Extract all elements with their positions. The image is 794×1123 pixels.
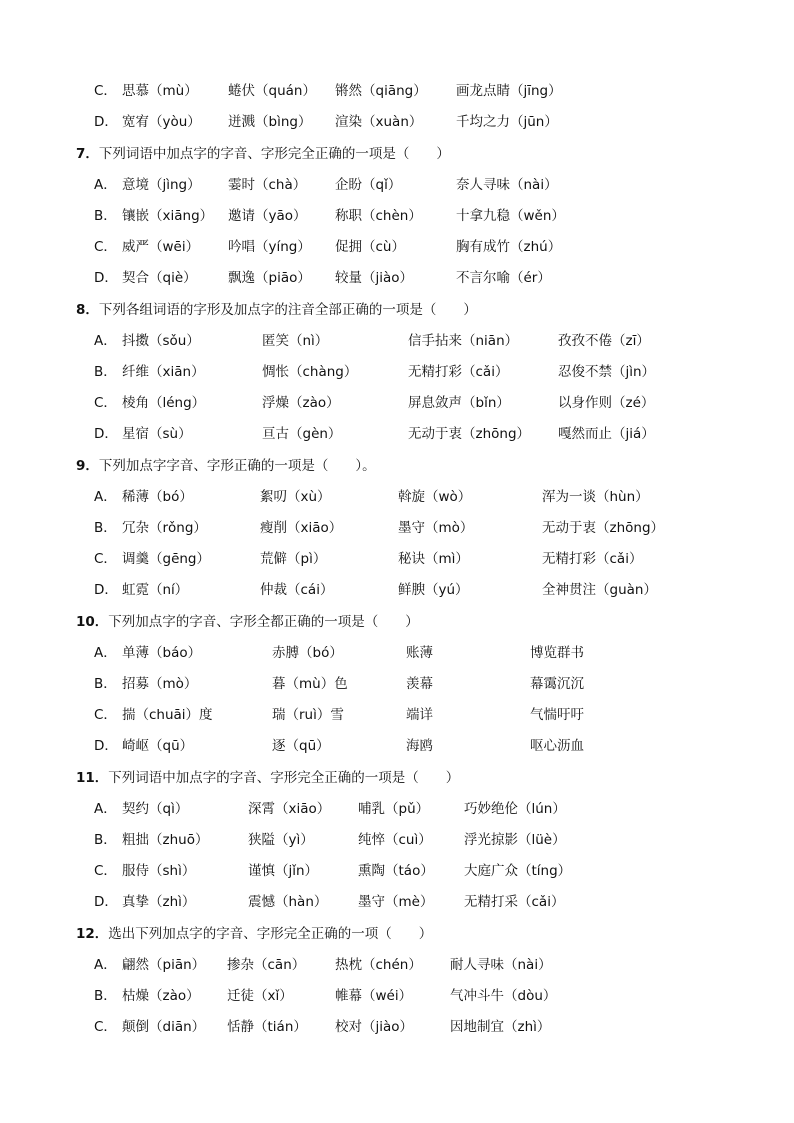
option-term: 全神贯注（guàn） [542, 582, 657, 598]
question-number: 12． [76, 926, 109, 942]
answer-option [0, 174, 794, 196]
question-stem [76, 143, 794, 165]
option-term: 絮叨（xù） [260, 489, 331, 505]
option-term: 账薄 [406, 645, 433, 661]
option-term: 契合（qiè） [122, 270, 197, 286]
question-number: 10． [76, 614, 109, 630]
answer-option [0, 392, 794, 414]
option-term: 真挚（zhì） [122, 894, 196, 910]
option-term: 震憾（hàn） [248, 894, 328, 910]
question-number: 8． [76, 302, 99, 318]
option-term: 浮燥（zào） [262, 395, 340, 411]
option-term: 威严（wēi） [122, 239, 200, 255]
question-text: 选出下列加点字的字音、字形完全正确的一项（ ） [108, 926, 433, 942]
option-term: 以身作则（zé） [558, 395, 655, 411]
option-label: B． [94, 676, 117, 692]
option-label: D． [94, 582, 118, 598]
option-term: 哺乳（pǔ） [358, 801, 430, 817]
option-label: C． [94, 239, 117, 255]
option-term: 邀请（yāo） [228, 208, 307, 224]
option-term: 狭隘（yì） [248, 832, 314, 848]
option-term: 奈人寻味（nài） [456, 177, 558, 193]
option-term: 暮（mù）色 [272, 676, 348, 692]
answer-option [0, 579, 794, 601]
option-label: A． [94, 801, 117, 817]
option-label: D． [94, 738, 118, 754]
question-text: 下列词语中加点字的字音、字形完全正确的一项是（ ） [98, 146, 450, 162]
answer-option [0, 642, 794, 664]
answer-option [0, 798, 794, 820]
option-term: 思慕（mù） [122, 83, 198, 99]
answer-option [0, 1016, 794, 1038]
option-term: 迸溅（bìng） [228, 114, 312, 130]
option-term: 博览群书 [530, 645, 584, 661]
question-stem [76, 923, 794, 945]
option-label: D． [94, 894, 118, 910]
option-term: 服侍（shì） [122, 863, 196, 879]
option-term: 赤膊（bó） [272, 645, 343, 661]
option-term: 抖擞（sǒu） [122, 333, 200, 349]
option-term: 恬静（tián） [227, 1019, 307, 1035]
option-term: 无动于衷（zhōng） [542, 520, 665, 536]
option-label: C． [94, 395, 117, 411]
question-stem [76, 299, 794, 321]
option-term: 信手拈来（niān） [408, 333, 519, 349]
option-term: 意境（jìng） [122, 177, 201, 193]
option-term: 较量（jiào） [335, 270, 414, 286]
option-term: 宽宥（yòu） [122, 114, 201, 130]
option-term: 翩然（piān） [122, 957, 206, 973]
option-term: 耐人寻味（nài） [450, 957, 552, 973]
answer-option [0, 735, 794, 757]
question-number: 7． [76, 146, 99, 162]
option-label: D． [94, 426, 118, 442]
option-term: 千均之力（jūn） [456, 114, 558, 130]
answer-option [0, 954, 794, 976]
option-term: 画龙点睛（jīng） [456, 83, 562, 99]
option-term: 无精打采（cǎi） [464, 894, 565, 910]
option-term: 颠倒（diān） [122, 1019, 206, 1035]
option-label: D． [94, 114, 118, 130]
option-term: 冗杂（rǒng） [122, 520, 207, 536]
option-term: 墨守（mò） [398, 520, 474, 536]
option-term: 掺杂（cān） [227, 957, 306, 973]
option-term: 帷幕（wéi） [335, 988, 413, 1004]
option-label: A． [94, 489, 117, 505]
option-label: C． [94, 83, 117, 99]
option-label: A． [94, 957, 117, 973]
answer-option [0, 673, 794, 695]
option-term: 匿笑（nì） [262, 333, 329, 349]
option-term: 熏陶（táo） [358, 863, 434, 879]
answer-option [0, 205, 794, 227]
option-term: 蜷伏（quán） [228, 83, 316, 99]
question-number: 11． [76, 770, 109, 786]
answer-option [0, 361, 794, 383]
option-term: 呕心沥血 [530, 738, 584, 754]
option-term: 秘诀（mì） [398, 551, 469, 567]
option-term: 无精打彩（cǎi） [542, 551, 643, 567]
option-term: 瑞（ruì）雪 [272, 707, 344, 723]
answer-option [0, 860, 794, 882]
option-term: 契约（qì） [122, 801, 189, 817]
option-term: 深霄（xiāo） [248, 801, 331, 817]
option-label: C． [94, 863, 117, 879]
option-term: 热枕（chén） [335, 957, 422, 973]
question-text: 下列各组词语的字形及加点字的注音全部正确的一项是（ ） [98, 302, 477, 318]
option-term: 端详 [406, 707, 433, 723]
option-term: 气惴吁吁 [530, 707, 584, 723]
option-term: 无精打彩（cǎi） [408, 364, 509, 380]
option-term: 海鸥 [406, 738, 433, 754]
option-term: 羡幕 [406, 676, 433, 692]
answer-option [0, 330, 794, 352]
question-text: 下列加点字的字音、字形全都正确的一项是（ ） [108, 614, 419, 630]
option-term: 屏息敛声（bǐn） [408, 395, 510, 411]
option-term: 墨守（mè） [358, 894, 434, 910]
option-term: 称职（chèn） [335, 208, 422, 224]
option-term: 镶嵌（xiāng） [122, 208, 214, 224]
answer-option [0, 80, 794, 102]
answer-option [0, 267, 794, 289]
option-label: B． [94, 988, 117, 1004]
option-term: 无动于衷（zhōng） [408, 426, 531, 442]
option-label: A． [94, 645, 117, 661]
option-term: 飘逸（piāo） [228, 270, 311, 286]
option-term: 鲜腴（yú） [398, 582, 469, 598]
option-term: 稀薄（bó） [122, 489, 193, 505]
option-term: 单薄（báo） [122, 645, 202, 661]
option-term: 吟唱（yíng） [228, 239, 311, 255]
option-term: 逐（qū） [272, 738, 330, 754]
option-term: 气冲斗牛（dòu） [450, 988, 557, 1004]
option-term: 大庭广众（tíng） [464, 863, 572, 879]
option-term: 崎岖（qū） [122, 738, 194, 754]
answer-option [0, 704, 794, 726]
question-stem [76, 611, 794, 633]
option-term: 粗拙（zhuō） [122, 832, 209, 848]
option-term: 忍俊不禁（jìn） [558, 364, 656, 380]
option-term: 荒僻（pì） [260, 551, 327, 567]
question-number: 9． [76, 458, 99, 474]
answer-option [0, 111, 794, 133]
option-term: 胸有成竹（zhú） [456, 239, 562, 255]
option-term: 霎时（chà） [228, 177, 307, 193]
option-label: A． [94, 333, 117, 349]
option-label: A． [94, 177, 117, 193]
option-term: 亘古（gèn） [262, 426, 342, 442]
option-term: 锵然（qiāng） [335, 83, 427, 99]
option-term: 星宿（sù） [122, 426, 192, 442]
option-label: B． [94, 208, 117, 224]
option-term: 迁徒（xǐ） [227, 988, 293, 1004]
option-term: 促拥（cù） [335, 239, 405, 255]
answer-option [0, 548, 794, 570]
option-term: 瘦削（xiāo） [260, 520, 343, 536]
question-stem [76, 767, 794, 789]
option-term: 招募（mò） [122, 676, 198, 692]
option-term: 仲裁（cái） [260, 582, 334, 598]
option-term: 谨慎（jǐn） [248, 863, 319, 879]
option-term: 不言尔喻（ér） [456, 270, 551, 286]
answer-option [0, 517, 794, 539]
answer-option [0, 891, 794, 913]
option-term: 因地制宜（zhì） [450, 1019, 551, 1035]
question-text: 下列词语中加点字的字音、字形完全正确的一项是（ ） [108, 770, 460, 786]
option-term: 十拿九稳（wěn） [456, 208, 565, 224]
option-term: 浑为一谈（hùn） [542, 489, 649, 505]
option-term: 枯燥（zào） [122, 988, 200, 1004]
option-term: 嘎然而止（jiá） [558, 426, 655, 442]
option-term: 渲染（xuàn） [335, 114, 423, 130]
option-term: 虹霓（ní） [122, 582, 189, 598]
answer-option [0, 829, 794, 851]
option-label: B． [94, 520, 117, 536]
option-term: 孜孜不倦（zī） [558, 333, 650, 349]
option-label: D． [94, 270, 118, 286]
answer-option [0, 985, 794, 1007]
option-term: 企盼（qǐ） [335, 177, 402, 193]
option-label: C． [94, 551, 117, 567]
question-stem [76, 455, 794, 477]
option-label: B． [94, 364, 117, 380]
option-label: B． [94, 832, 117, 848]
question-text: 下列加点字字音、字形正确的一项是（ ）。 [98, 458, 376, 474]
option-term: 纯悴（cuì） [358, 832, 432, 848]
answer-option [0, 423, 794, 445]
option-label: C． [94, 1019, 117, 1035]
option-term: 纤维（xiān） [122, 364, 205, 380]
option-term: 浮光掠影（lüè） [464, 832, 566, 848]
answer-option [0, 486, 794, 508]
option-term: 揣（chuāi）度 [122, 707, 213, 723]
option-term: 巧妙绝伦（lún） [464, 801, 566, 817]
answer-option [0, 236, 794, 258]
option-term: 幕霭沉沉 [530, 676, 584, 692]
option-term: 调羹（gēng） [122, 551, 211, 567]
option-term: 棱角（léng） [122, 395, 206, 411]
option-term: 斡旋（wò） [398, 489, 472, 505]
option-term: 校对（jiào） [335, 1019, 414, 1035]
option-term: 惆怅（chàng） [262, 364, 358, 380]
option-label: C． [94, 707, 117, 723]
